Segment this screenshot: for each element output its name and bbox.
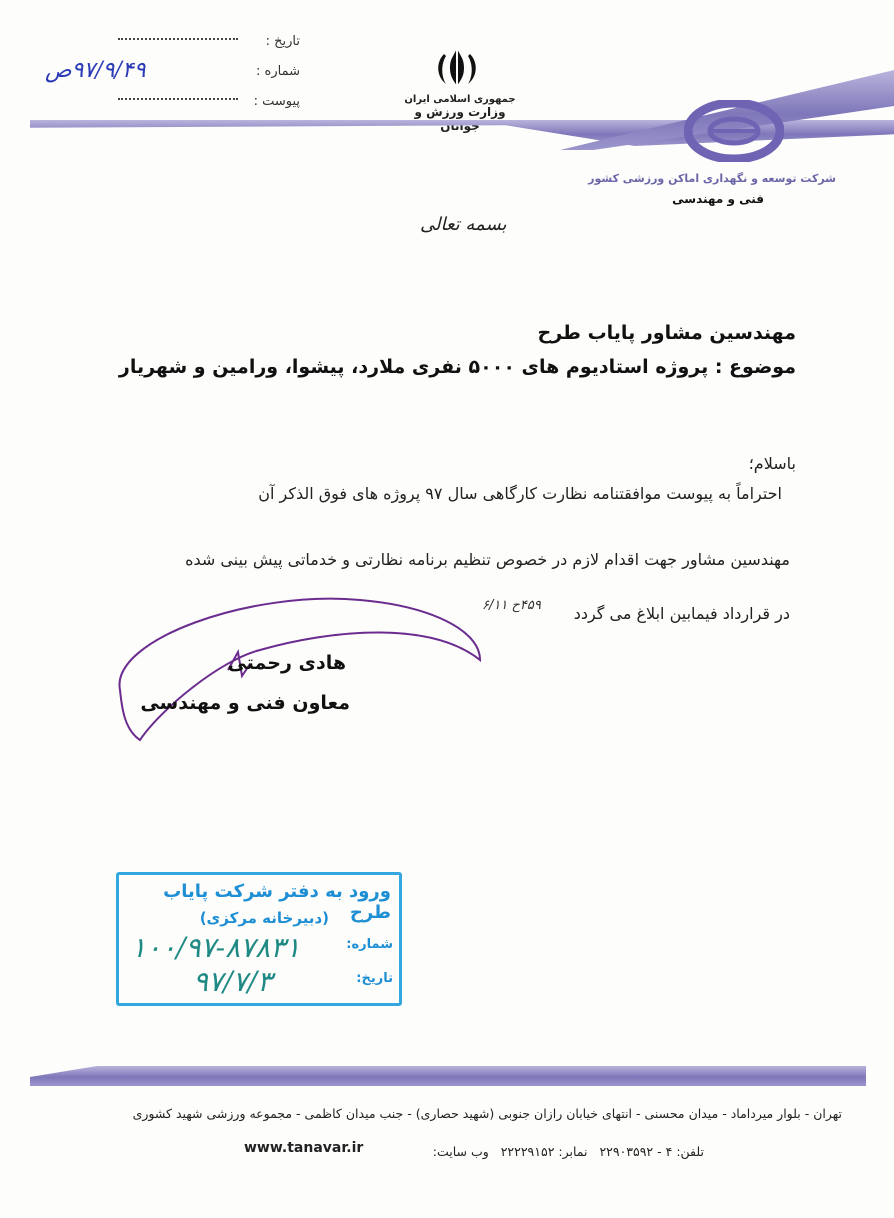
stamp-date-value: ۹۷/۷/۳ [193, 965, 273, 998]
website-label: وب سایت: [432, 1144, 489, 1159]
company-logo-icon [684, 100, 784, 162]
company-department: فنی و مهندسی [672, 192, 764, 206]
stamp-number-label: شماره: [346, 937, 393, 952]
basmala: بسمه تعالی [420, 214, 507, 235]
fax-value: ۲۲۲۲۹۱۵۲ [500, 1144, 555, 1159]
footer-band [30, 1066, 866, 1086]
iran-emblem-icon [432, 44, 482, 92]
website-link[interactable]: www.tanavar.ir [244, 1140, 364, 1156]
recipient: مهندسین مشاور پایاب طرح [537, 322, 796, 344]
date-label: تاریخ : [265, 34, 300, 49]
stamp-line1: ورود به دفتر شرکت پایاب طرح [163, 881, 391, 923]
attachment-field [100, 94, 300, 116]
footer-address: تهران - بلوار میرداماد - میدان محسنی - انتهای خیابان رازان جنوبی (شهید حصاری) - جنب میدان کاظمی - مجموعه ورزشی شهید کشوری [132, 1106, 842, 1121]
stamp-date-label: تاریخ: [356, 971, 393, 986]
company-name: شرکت توسعه و نگهداری اماکن ورزشی کشور [588, 172, 836, 185]
receipt-stamp [116, 872, 402, 1006]
signer-name: هادی رحمتی [227, 652, 346, 674]
stamp-line2: (دبیرخانه مرکزی) [199, 909, 329, 927]
number-label: شماره : [256, 64, 300, 79]
body-line-1: احتراماً به پیوست موافقتنامه نظارت کارگاهی سال ۹۷ پروژه های فوق الذکر آن [258, 484, 782, 503]
signer-title: معاون فنی و مهندسی [140, 692, 350, 714]
subject: موضوع : پروژه استادیوم های ۵۰۰۰ نفری ملارد، پیشوا، ورامین و شهریار [118, 356, 796, 378]
phone-label: تلفن: [676, 1144, 704, 1159]
body-line-3: در قرارداد فیمابین ابلاغ می گردد [573, 604, 790, 623]
attachment-label: پیوست : [253, 94, 300, 109]
handwritten-reference: ۴۵۹ح ۶/۱۱ [482, 598, 541, 613]
number-value: ۹۷/۹/۴۹ص [45, 58, 146, 83]
phone-value: ۴ - ۲۲۹۰۳۵۹۲ [599, 1144, 673, 1159]
date-field [100, 34, 300, 56]
ministry-block [400, 94, 520, 133]
ministry-line1: جمهوری اسلامی ایران [404, 94, 516, 105]
body-line-2: مهندسین مشاور جهت اقدام لازم در خصوص تنظیم برنامه نظارتی و خدماتی پیش بینی شده [185, 550, 790, 569]
greeting: باسلام؛ [748, 454, 796, 473]
number-field [45, 58, 300, 86]
ministry-line2: وزارت ورزش و جوانان [414, 105, 506, 133]
fax-label: نمابر: [558, 1144, 588, 1159]
stamp-number-value: ۱۰۰/۹۷-۸۷۸۳۱ [131, 931, 301, 964]
